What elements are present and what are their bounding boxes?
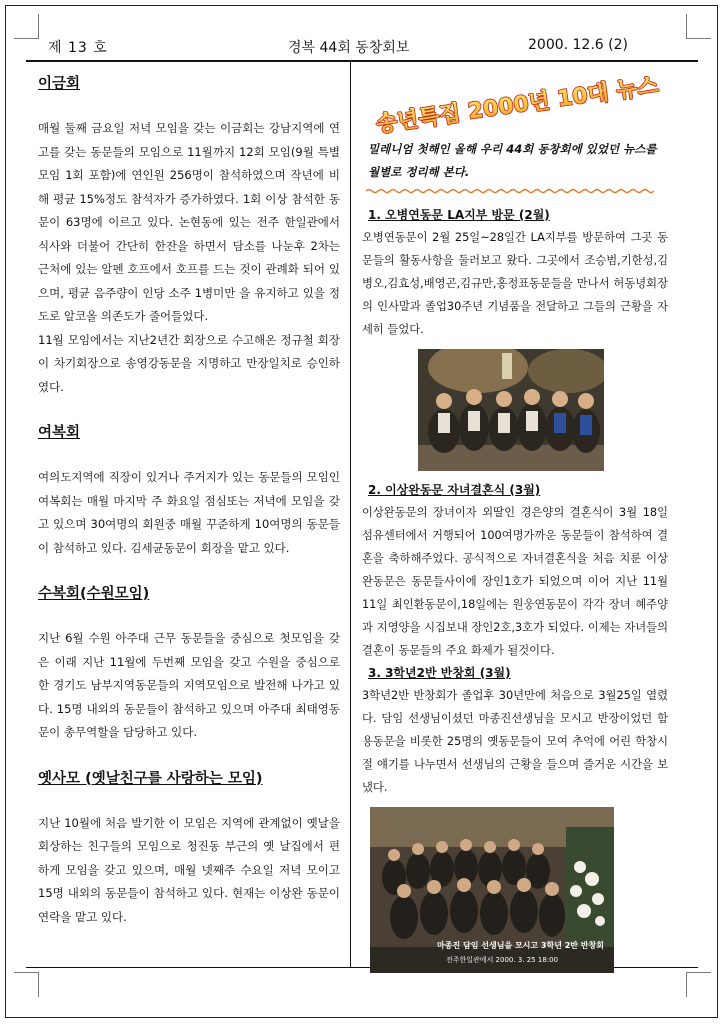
year-end-news-banner [362,72,668,138]
la-chapter-group-photo [418,349,604,471]
news-body-3: 3학년2반 반창회가 졸업후 30년만에 처음으로 3월25일 열렸다. 담임 선생님이셨던 마종진선생님을 모시고 반장이었던 함용동문을 비롯한 25명의 옛동문들이 모여 추억에 어린 학창시절 얘기를 나누면서 선생님의 근황을 들으며 즐거운 시간을 보냈다. [362,689,668,794]
header-rule [26,60,698,62]
news-body-2: 이상완동문의 장녀이자 외딸인 경은양의 결혼식이 3월 18일 섬유센터에서 거행되어 100여명가까운 동문들이 참석하여 결혼을 축하해주었다. 공식적으로 자녀결혼식을 처음 치룬 이상완동문은 동문들사이에 장인1호가 되었으며 이어 지난 11월11일 최인환동문이,18일에는 원웅연동문이 각각 장녀 혜주양 과 지영양을 시집보내 장인2호,3호가 되었다. 이제는 자녀들의 결혼이 동문들의 주요 화제가 될것이다. [362,506,668,657]
news-intro: 밀레니엄 첫해인 올해 우리 44회 동창회에 있었던 뉴스를 월별로 정리해 본다. [368,142,657,179]
news-title-1: 1. 오병연동문 LA지부 방문 (2월) [368,208,550,222]
news-title-2: 2. 이상완동문 자녀결혼식 (3월) [368,483,541,497]
section-body-subokhoe: 지난 6월 수원 아주대 근무 동문들을 중심으로 첫모임을 갖은 이래 지난 11월에 두번째 모임을 갖고 수원을 중심으로 한 경기도 남부지역동문들의 지역모임으로 발전해 나가고 있다. 15명 내외의 동문들이 참석하고 있으며 아주대 최태영동문이 총무역할을 담당하고 있다. [38,631,340,739]
left-column [38,72,340,929]
right-column [362,72,668,973]
photo-caption: 마종진 담임 선생님을 모시고 3학년 2반 반창회 [437,941,604,950]
section-body-igeumhoe-1: 매월 둘째 금요일 저녁 모임을 갖는 이금회는 강남지역에 연고를 갖는 동문들의 모임으로 11월까지 12회 모임(9월 특별모임 1회 포함)에 연인원 256명이 참석하였으며 작년에 비해 평균 15%정도 참석자가 증가하였다. 1회 이상 참석한 동문이 63명에 이르고 있다. 논현동에 있는 전주 한일관에서 식사와 더불어 간단히 한잔을 하면서 담소를 나눈후 2차는 근처에 있는 알펜 호프에서 호프를 드는 것이 관례화 되어 있으며, 평균 음주량이 인당 소주 1병미만 을 유지하고 있을 정도로 알코올 의존도가 줄어들었다. [38,121,340,323]
section-title-igeumhoe: 이금회 [38,76,81,92]
banner-wordart [368,72,668,138]
section-title-subokhoe: 수복회(수원모임) [38,586,150,602]
banner-text: 송년특집 2000년 10대 뉴스 [374,73,661,138]
news-body-1: 오병연동문이 2월 25일~28일간 LA지부를 방문하여 그곳 동문들의 활동사항을 둘러보고 왔다. 그곳에서 조승범,기한성,김병오,김효성,배영곤,김규만,홍정표동문들을 만나서 허동녕회장의 인사말과 졸업30주년 기념품을 전달하고 그들의 근황을 자세히 들었다. [362,231,668,336]
newsletter-title: 경복 44회 동창회보 [288,40,410,56]
section-title-yetsamo: 옛사모 (옛날친구를 사랑하는 모임) [38,770,263,787]
news-title-3: 3. 3학년2반 반창회 (3월) [368,666,511,680]
crop-mark-bottom-left [14,972,39,997]
issue-number: 제 13 호 [48,40,108,56]
section-body-igeumhoe-2: 11월 모임에서는 지난2년간 회장으로 수고해온 정규철 회장이 차기회장으로 송영강동문을 지명하고 만장일치로 승인하였다. [38,332,340,394]
section-body-yeobokhoe: 여의도지역에 직장이 있거나 주거지가 있는 동문들의 모임인 여복회는 매월 마지막 주 화요일 점심또는 저녁에 모임을 갖고 있으며 30여명의 회원중 매월 꾸준하게 10여명의 동문들이 참석하고 있다. 김세균동문이 회장을 맡고 있다. [38,470,340,555]
wavy-divider [366,188,658,194]
photo-caption-sub: 전주한일관에서 2000. 3. 25 18:00 [446,956,559,964]
issue-date: 2000. 12.6 (2) [528,37,628,53]
newsletter-header [26,34,698,60]
column-divider [350,62,351,968]
section-body-yetsamo: 지난 10월에 처음 발기한 이 모임은 지역에 관계없이 옛날을 회상하는 친구들의 모임으로 청진동 부근의 옛 날집에서 편하게 모임을 갖고 있으며, 매월 넷째주 수요일 저녁 모이고 15명 내외의 동문들이 참석하고 있다. 현재는 이상완 동문이 연락을 맡고 있다. [38,815,340,924]
section-title-yeobokhoe: 여복회 [38,425,81,441]
class-reunion-group-photo [370,807,614,973]
crop-mark-bottom-right [686,972,711,997]
